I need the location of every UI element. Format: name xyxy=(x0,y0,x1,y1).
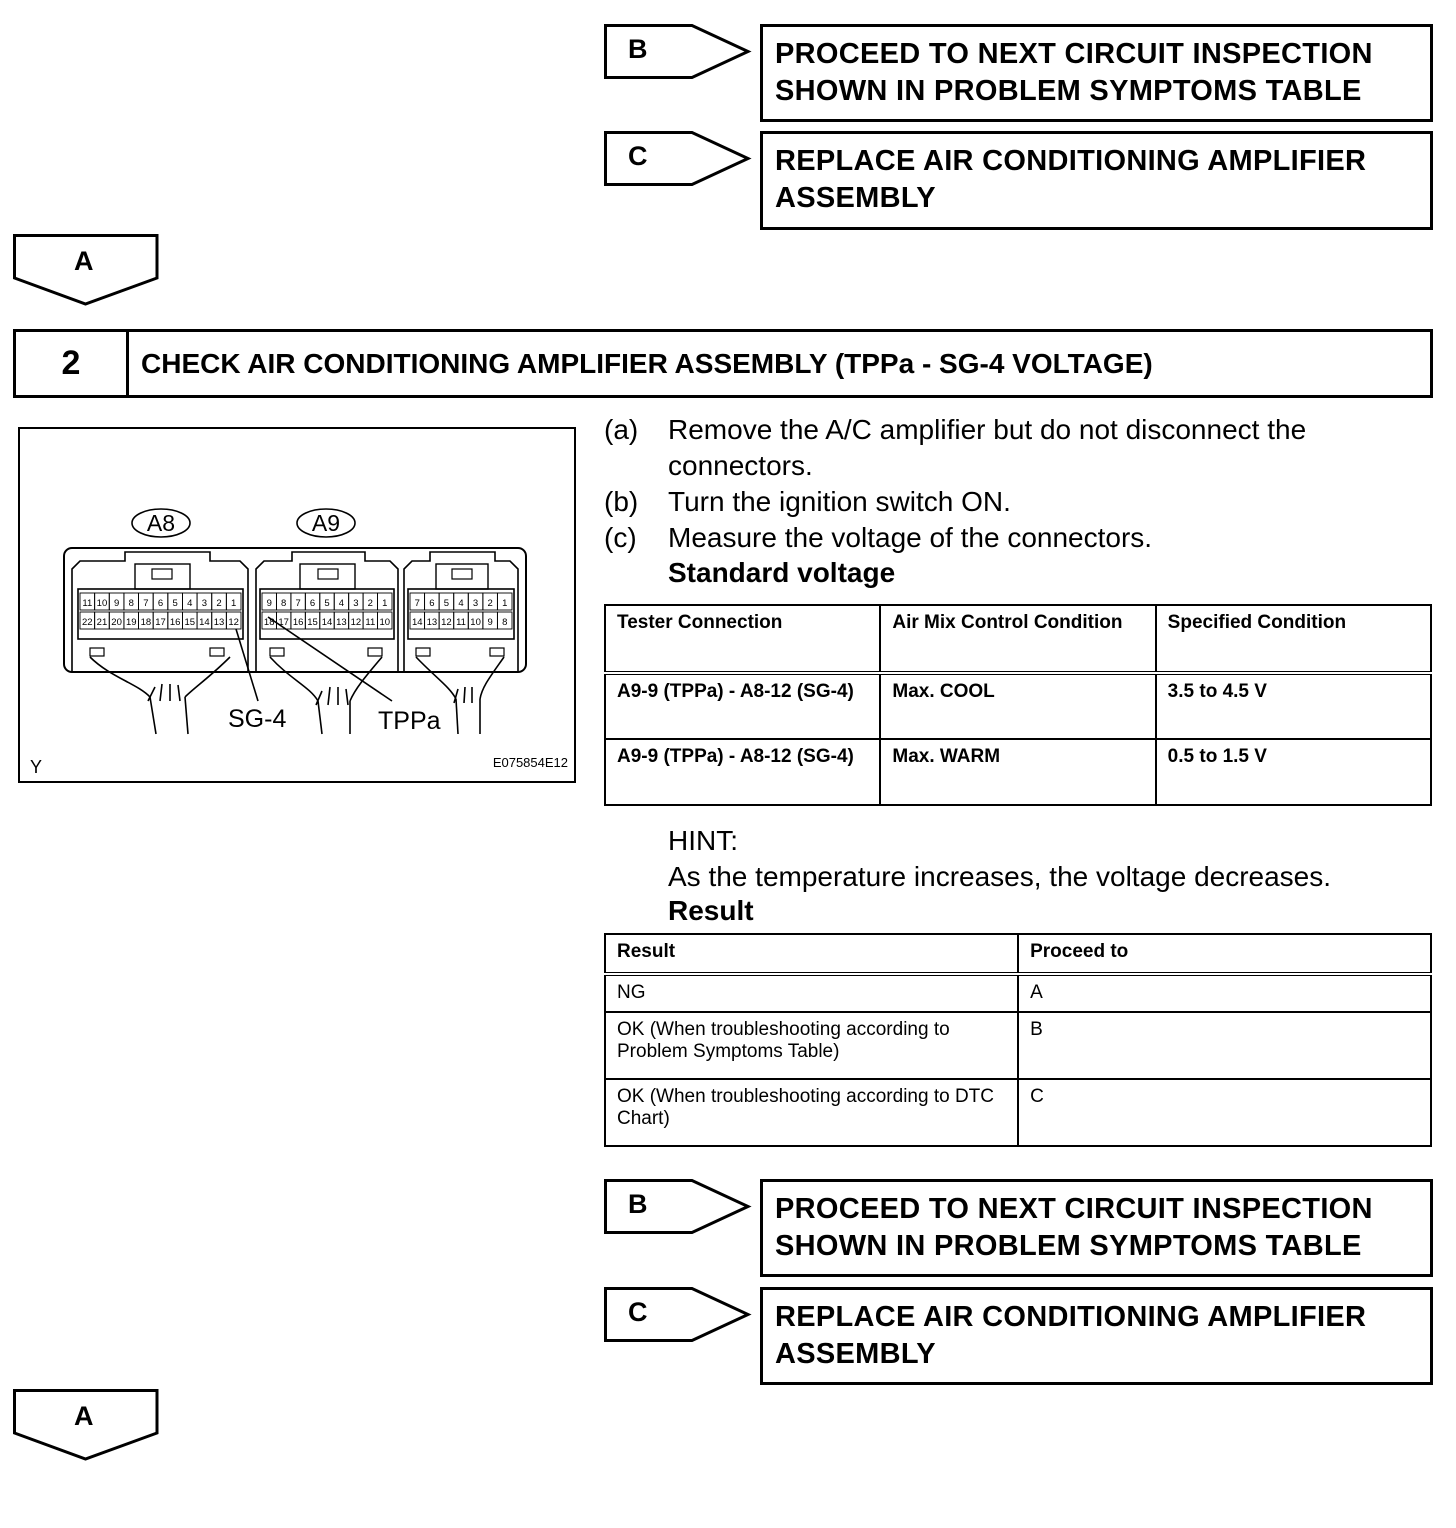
pin-number: 13 xyxy=(213,617,225,628)
figure-code: E075854E12 xyxy=(492,755,568,770)
step-header xyxy=(13,329,1433,398)
pin-number: 9 xyxy=(113,598,120,609)
continue-tag-a-top xyxy=(13,234,159,306)
action-replace-amplifier-bottom xyxy=(760,1287,1433,1385)
pin-number: 12 xyxy=(228,617,239,628)
pin-number: 10 xyxy=(96,598,108,609)
pin-number: 10 xyxy=(379,617,391,628)
standard-voltage-heading: Standard voltage xyxy=(668,557,896,588)
connector-a8-label: A8 xyxy=(146,510,176,536)
action-proceed-next-circuit-bottom xyxy=(760,1179,1433,1277)
pin-number: 6 xyxy=(429,598,435,609)
step-number: 2 xyxy=(16,332,129,395)
procedure-text: Turn the ignition switch ON. xyxy=(668,486,1011,517)
pin-number: 2 xyxy=(487,598,493,609)
action-text-line: SHOWN IN PROBLEM SYMPTOMS TABLE xyxy=(775,75,1362,107)
pin-number: 7 xyxy=(295,598,301,609)
procedure-text: Measure the voltage of the connectors. xyxy=(668,522,1153,553)
connector-diagram xyxy=(18,427,576,783)
action-text-line: ASSEMBLY xyxy=(775,182,936,214)
pin-number: 17 xyxy=(278,617,289,628)
table-cell: OK (When troubleshooting according to DTC Chart) xyxy=(605,1079,1018,1146)
pin-number: 3 xyxy=(353,598,359,609)
figure-corner-label: Y xyxy=(30,757,43,777)
pin-number: 8 xyxy=(502,617,508,628)
procedure-label: (b) xyxy=(604,486,639,517)
table-header-row xyxy=(605,605,1431,673)
hint-text: As the temperature increases, the voltage decreases. xyxy=(668,861,1332,892)
table-row xyxy=(605,974,1431,1012)
pin-number: 7 xyxy=(143,598,149,609)
pin-number: 6 xyxy=(157,598,164,609)
pin-number: 22 xyxy=(82,617,93,628)
branch-tag-letter: C xyxy=(628,1297,648,1327)
pin-number: 1 xyxy=(382,598,388,609)
action-replace-amplifier-top xyxy=(760,131,1433,230)
table-header-cell: Result xyxy=(605,934,1018,974)
action-text-line: PROCEED TO NEXT CIRCUIT INSPECTION xyxy=(775,38,1373,70)
table-cell: A9-9 (TPPa) - A8-12 (SG-4) xyxy=(605,739,880,805)
pin-number: 16 xyxy=(292,617,304,628)
table-row xyxy=(605,673,1431,739)
step-title: CHECK AIR CONDITIONING AMPLIFIER ASSEMBLY (TPPa - SG-4 VOLTAGE) xyxy=(141,347,1153,379)
pin-number: 1 xyxy=(502,598,508,609)
pin-number: 14 xyxy=(411,617,423,628)
pin-number: 12 xyxy=(441,617,452,628)
hint-label: HINT: xyxy=(668,825,738,856)
table-cell: B xyxy=(1018,1012,1431,1079)
pin-number: 7 xyxy=(414,598,420,609)
branch-tag-b-bottom xyxy=(604,1179,750,1235)
pin-number: 3 xyxy=(472,598,479,609)
pin-number: 8 xyxy=(281,598,287,609)
pin-number: 21 xyxy=(96,617,108,628)
procedure-text: connectors. xyxy=(668,450,813,481)
table-header-row xyxy=(605,934,1431,974)
pin-number: 11 xyxy=(82,598,93,609)
continue-tag-letter: A xyxy=(74,1401,94,1431)
pin-number: 13 xyxy=(426,617,438,628)
pin-number: 15 xyxy=(184,617,196,628)
branch-tag-letter: B xyxy=(628,1189,648,1219)
pin-number: 5 xyxy=(172,598,178,609)
tppa-label: TPPa xyxy=(378,707,441,735)
pin-number: 14 xyxy=(199,617,210,628)
pin-number: 8 xyxy=(128,598,134,609)
pin-number: 3 xyxy=(201,598,208,609)
action-text-line: ASSEMBLY xyxy=(775,1338,936,1370)
pin-number: 14 xyxy=(321,617,333,628)
branch-tag-b-top xyxy=(604,24,750,80)
table-header-cell: Tester Connection xyxy=(605,605,880,673)
table-cell: 3.5 to 4.5 V xyxy=(1156,673,1431,739)
table-cell: C xyxy=(1018,1079,1431,1146)
table-cell: A9-9 (TPPa) - A8-12 (SG-4) xyxy=(605,673,880,739)
pin-number: 18 xyxy=(140,617,152,628)
pin-number: 4 xyxy=(458,598,464,609)
connector-diagram-drawing xyxy=(20,429,574,781)
pin-number: 4 xyxy=(338,598,345,609)
result-heading: Result xyxy=(668,895,754,926)
table-row xyxy=(605,739,1431,805)
table-row xyxy=(605,1079,1431,1146)
table-cell: Max. COOL xyxy=(880,673,1155,739)
procedure-label: (c) xyxy=(604,522,637,553)
action-proceed-next-circuit-top xyxy=(760,24,1433,122)
table-cell: Max. WARM xyxy=(880,739,1155,805)
table-header-cell: Proceed to xyxy=(1018,934,1431,974)
connector-a9-label: A9 xyxy=(311,510,341,536)
table-header-cell: Specified Condition xyxy=(1156,605,1431,673)
pin-number: 18 xyxy=(263,617,275,628)
action-text-line: SHOWN IN PROBLEM SYMPTOMS TABLE xyxy=(775,1230,1362,1262)
branch-tag-c-top xyxy=(604,131,750,187)
continue-tag-letter: A xyxy=(74,246,94,276)
pin-number: 5 xyxy=(443,598,450,609)
result-table xyxy=(604,933,1432,1147)
branch-tag-c-bottom xyxy=(604,1287,750,1343)
pin-number: 19 xyxy=(125,617,137,628)
pin-number: 9 xyxy=(487,617,493,628)
sg4-label: SG-4 xyxy=(228,705,287,733)
pin-number: 9 xyxy=(266,598,272,609)
pin-number: 2 xyxy=(367,598,373,609)
table-cell: 0.5 to 1.5 V xyxy=(1156,739,1431,805)
pin-number: 20 xyxy=(111,617,122,628)
continue-tag-a-bottom xyxy=(13,1389,159,1461)
pin-number: 17 xyxy=(155,617,166,628)
pin-number: 12 xyxy=(350,617,362,628)
table-cell: OK (When troubleshooting according to Problem Symptoms Table) xyxy=(605,1012,1018,1079)
branch-tag-letter: B xyxy=(628,34,648,64)
procedure-text: Remove the A/C amplifier but do not disconnect the xyxy=(668,414,1307,445)
pin-number: 1 xyxy=(231,598,237,609)
action-text-line: PROCEED TO NEXT CIRCUIT INSPECTION xyxy=(775,1193,1373,1225)
pin-number: 11 xyxy=(365,617,376,628)
pin-number: 11 xyxy=(456,617,466,628)
pin-number: 15 xyxy=(307,617,318,628)
action-text-line: REPLACE AIR CONDITIONING AMPLIFIER xyxy=(775,145,1367,177)
voltage-table xyxy=(604,604,1432,806)
pin-number: 4 xyxy=(187,598,193,609)
procedure-label: (a) xyxy=(604,414,639,445)
pin-number: 16 xyxy=(169,617,181,628)
table-header-cell: Air Mix Control Condition xyxy=(880,605,1155,673)
table-cell: NG xyxy=(605,974,1018,1012)
pin-number: 5 xyxy=(324,598,330,609)
pin-number: 13 xyxy=(336,617,347,628)
table-cell: A xyxy=(1018,974,1431,1012)
pin-number: 2 xyxy=(216,598,222,609)
table-row xyxy=(605,1012,1431,1079)
action-text-line: REPLACE AIR CONDITIONING AMPLIFIER xyxy=(775,1301,1367,1333)
pin-number: 10 xyxy=(470,617,481,628)
branch-tag-letter: C xyxy=(628,141,648,171)
pin-number: 6 xyxy=(309,598,316,609)
